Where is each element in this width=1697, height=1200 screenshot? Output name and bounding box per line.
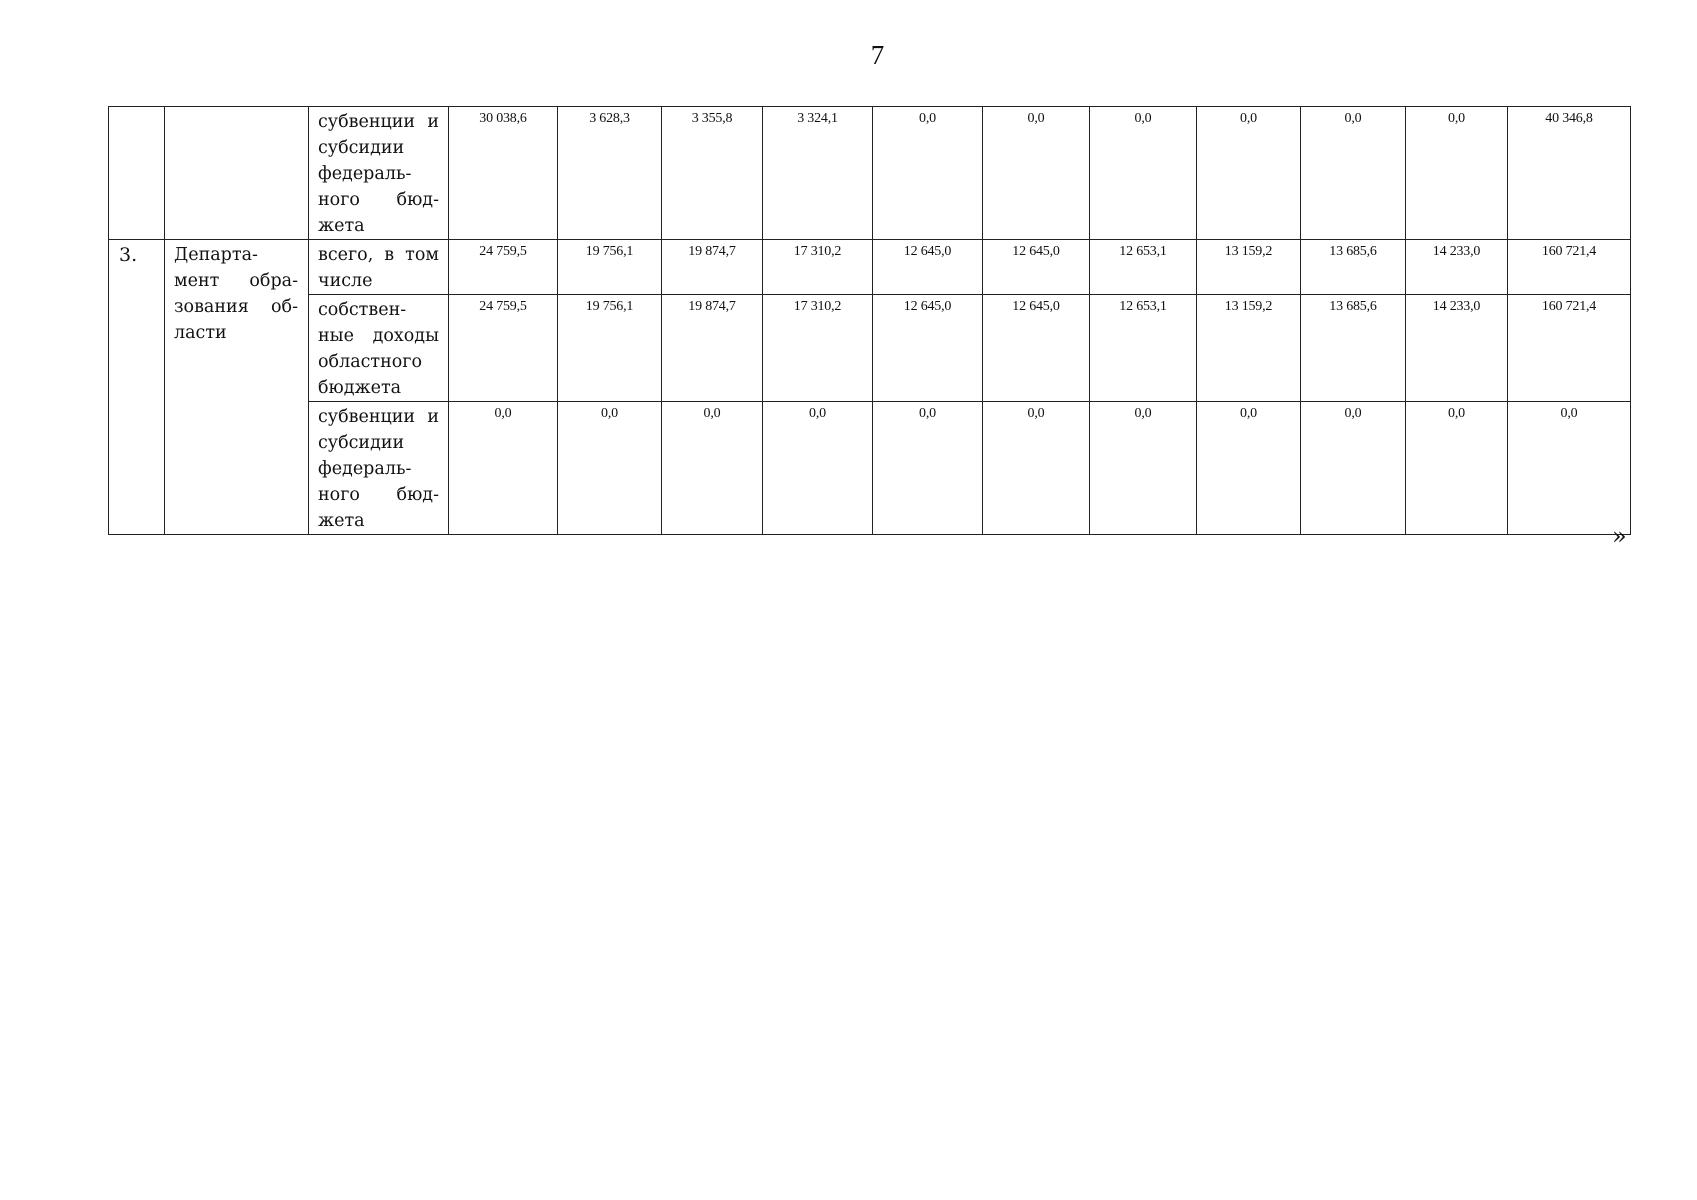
value-cell: 12 645,0 bbox=[873, 295, 983, 402]
value-cell: 0,0 bbox=[763, 402, 873, 535]
index-cell bbox=[109, 107, 165, 240]
value-cell: 17 310,2 bbox=[763, 295, 873, 402]
value-cell: 0,0 bbox=[1406, 107, 1508, 240]
org-cell bbox=[165, 107, 309, 240]
value-cell: 0,0 bbox=[983, 107, 1090, 240]
value-cell: 12 645,0 bbox=[983, 240, 1090, 295]
value-cell: 0,0 bbox=[1090, 402, 1197, 535]
value-cell: 24 759,5 bbox=[449, 240, 558, 295]
value-cell: 13 685,6 bbox=[1301, 240, 1406, 295]
total-cell: 160 721,4 bbox=[1508, 295, 1631, 402]
value-cell: 0,0 bbox=[873, 107, 983, 240]
source-label-cell: субвенции и субсидии федераль- ного бюд- жета bbox=[309, 107, 449, 240]
org-name-cell: Департа- мент обра- зования об- ласти bbox=[165, 240, 309, 535]
value-cell: 3 355,8 bbox=[662, 107, 763, 240]
value-cell: 0,0 bbox=[1301, 402, 1406, 535]
value-cell: 13 159,2 bbox=[1197, 240, 1301, 295]
value-cell: 12 653,1 bbox=[1090, 295, 1197, 402]
value-cell: 13 685,6 bbox=[1301, 295, 1406, 402]
value-cell: 12 645,0 bbox=[873, 240, 983, 295]
value-cell: 0,0 bbox=[1197, 107, 1301, 240]
source-label-cell: субвенции и субсидии федераль- ного бюд- жета bbox=[309, 402, 449, 535]
row-index: 3. bbox=[109, 240, 165, 535]
value-cell: 12 653,1 bbox=[1090, 240, 1197, 295]
value-cell: 12 645,0 bbox=[983, 295, 1090, 402]
value-cell: 0,0 bbox=[1197, 402, 1301, 535]
value-cell: 0,0 bbox=[1301, 107, 1406, 240]
value-cell: 19 874,7 bbox=[662, 295, 763, 402]
value-cell: 14 233,0 bbox=[1406, 240, 1508, 295]
budget-table bbox=[108, 106, 1631, 535]
source-label-cell: собствен- ные доходы областного бюджета bbox=[309, 295, 449, 402]
value-cell: 0,0 bbox=[983, 402, 1090, 535]
value-cell: 0,0 bbox=[449, 402, 558, 535]
value-cell: 0,0 bbox=[662, 402, 763, 535]
value-cell: 0,0 bbox=[873, 402, 983, 535]
source-label-cell: всего, в том числе bbox=[309, 240, 449, 295]
value-cell: 19 756,1 bbox=[558, 295, 662, 402]
value-cell: 0,0 bbox=[1406, 402, 1508, 535]
table-row bbox=[109, 240, 1631, 295]
table-row bbox=[109, 295, 1631, 402]
page-number: 7 bbox=[870, 40, 885, 70]
value-cell: 30 038,6 bbox=[449, 107, 558, 240]
value-cell: 0,0 bbox=[558, 402, 662, 535]
value-cell: 17 310,2 bbox=[763, 240, 873, 295]
table-row bbox=[109, 107, 1631, 240]
total-cell: 40 346,8 bbox=[1508, 107, 1631, 240]
value-cell: 0,0 bbox=[1090, 107, 1197, 240]
value-cell: 24 759,5 bbox=[449, 295, 558, 402]
value-cell: 14 233,0 bbox=[1406, 295, 1508, 402]
value-cell: 13 159,2 bbox=[1197, 295, 1301, 402]
value-cell: 3 324,1 bbox=[763, 107, 873, 240]
closing-quote: » bbox=[1612, 522, 1627, 550]
total-cell: 0,0 bbox=[1508, 402, 1631, 535]
value-cell: 19 874,7 bbox=[662, 240, 763, 295]
table-row bbox=[109, 402, 1631, 535]
total-cell: 160 721,4 bbox=[1508, 240, 1631, 295]
value-cell: 19 756,1 bbox=[558, 240, 662, 295]
value-cell: 3 628,3 bbox=[558, 107, 662, 240]
